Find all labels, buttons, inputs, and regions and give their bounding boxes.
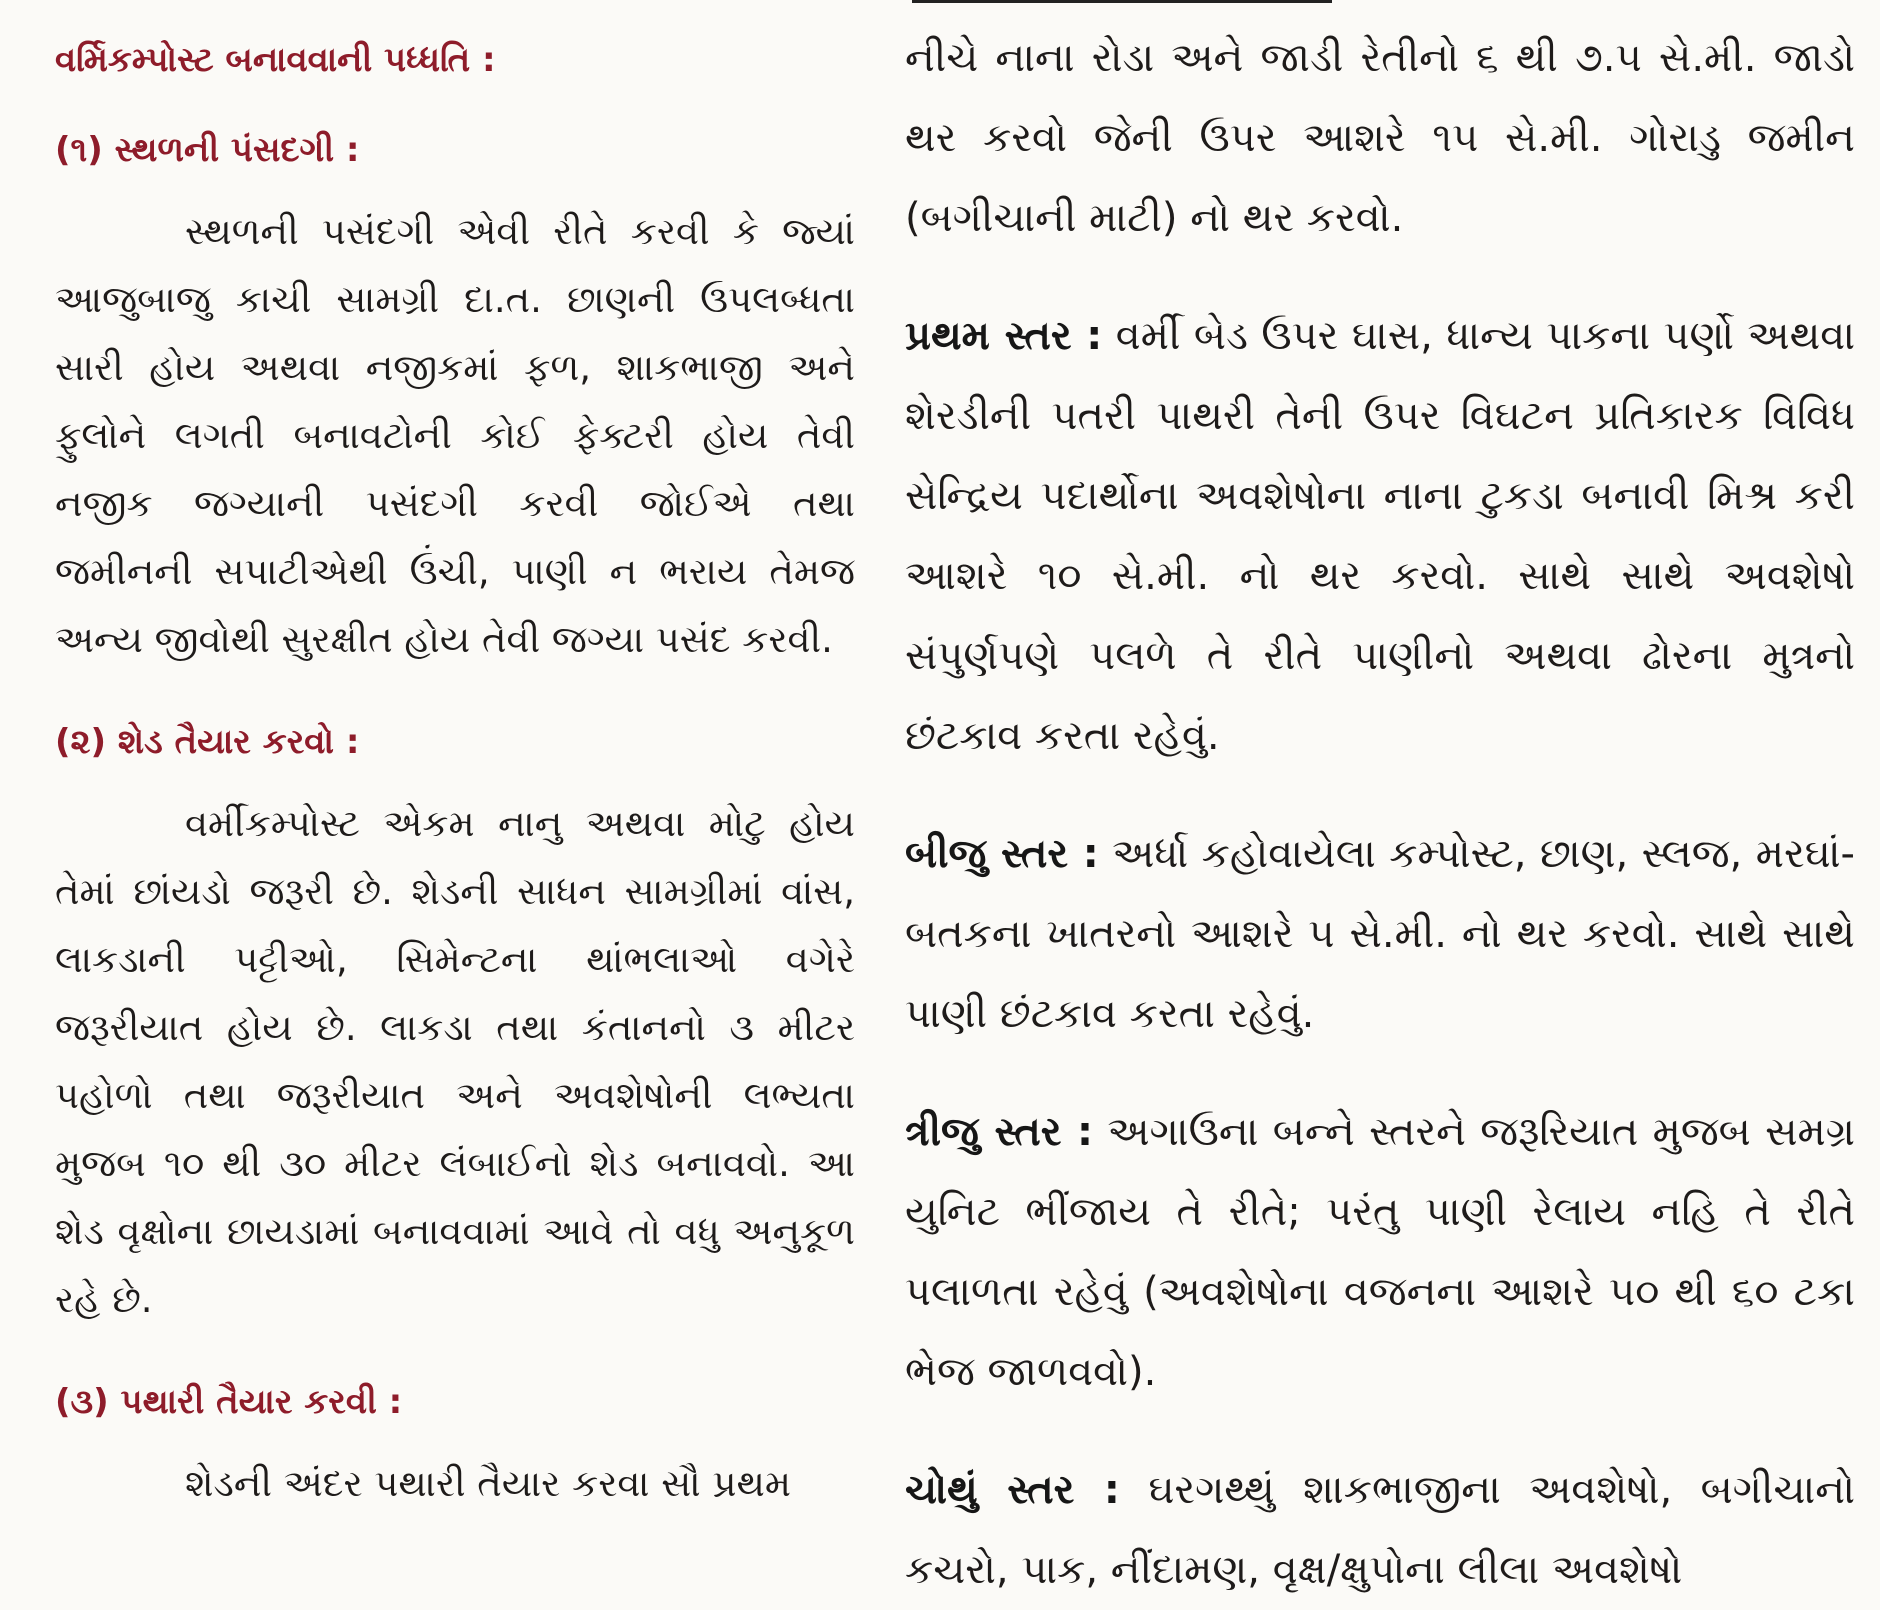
right-column xyxy=(905,0,1855,1610)
layer-text-2: અર્ધા કહોવાયેલા કમ્પોસ્ટ, છાણ, સ્લજ, મરઘાં-બતકના ખાતરનો આશરે ૫ સે.મી. નો થર કરવો. સાથે સાથે પાણી છંટકાવ કરતા રહેવું. xyxy=(905,831,1855,1037)
section-heading-bed: (૩) પથારી તૈયાર કરવી : xyxy=(55,1382,403,1422)
section-heading-shed: (૨) શેડ તૈયાર કરવો : xyxy=(55,722,360,762)
layer-paragraph-4 xyxy=(905,1450,1855,1610)
page-title: વર્મિકમ્પોસ્ટ બનાવવાની પધ્ધતિ : xyxy=(55,40,496,80)
layer-paragraph-2 xyxy=(905,814,1855,1054)
layer-text-4: ઘરગથ્થું શાકભાજીના અવશેષો, બગીચાનો કચરો, પાક, નીંદામણ, વૃક્ષ/ક્ષુપોના લીલા અવશેષો xyxy=(905,1467,1855,1593)
layer-paragraph-1 xyxy=(905,296,1855,776)
layer-text-1: વર્મી બેડ ઉપર ઘાસ, ધાન્ય પાકના પર્ણો અથવા શેરડીની પતરી પાથરી તેની ઉપર વિઘટન પ્રતિકારક વિવિધ સેન્દ્રિય પદાર્થોના અવશેષોના નાના ટુકડા બનાવી મિશ્ર કરી આશરે ૧૦ સે.મી. નો થર કરવો. સાથે સાથે અવશેષો સંપુર્ણપણે પલળે તે રીતે પાણીનો અથવા ઢોરના મુત્રનો છંટકાવ કરતા રહેવું. xyxy=(905,313,1856,759)
intro-paragraph: નીચે નાના રોડા અને જાડી રેતીનો ૬ થી ૭.૫ સે.મી. જાડો થર કરવો જેની ઉપર આશરે ૧૫ સે.મી. ગોરાડુ જમીન (બગીચાની માટી) નો થર કરવો. xyxy=(905,35,1855,241)
layer-label-2: બીજુ સ્તર : xyxy=(905,831,1099,877)
layer-label-3: ત્રીજુ સ્તર : xyxy=(905,1109,1094,1155)
left-column xyxy=(55,0,855,1518)
layer-label-1: પ્રથમ સ્તર : xyxy=(905,313,1103,359)
section-text-site-selection: સ્થળની પસંદગી એવી રીતે કરવી કે જ્યાં આજુબાજુ કાચી સામગ્રી દા.ત. છાણની ઉપલબ્ધતા સારી હોય અથવા નજીકમાં ફળ, શાકભાજી અને ફુલોને લગતી બનાવટોની કોઈ ફેક્ટરી હોય તેવી નજીક જગ્યાની પસંદગી કરવી જોઈએ તથા જમીનની સપાટીએથી ઉંચી, પાણી ન ભરાય તેમજ અન્ય જીવોથી સુરક્ષીત હોય તેવી જગ્યા પસંદ કરવી. xyxy=(55,210,855,661)
layer-paragraph-3 xyxy=(905,1092,1855,1412)
layer-label-4: ચોથું સ્તર : xyxy=(905,1467,1120,1513)
section-heading-site-selection: (૧) સ્થળની પંસદગી : xyxy=(55,130,360,170)
section-text-shed: વર્મીકમ્પોસ્ટ એકમ નાનુ અથવા મોટુ હોય તેમાં છાંયડો જરૂરી છે. શેડની સાધન સામગ્રીમાં વાંસ, લાકડાની પટ્ટીઓ, સિમેન્ટના થાંભલાઓ વગેરે જરૂરીયાત હોય છે. લાકડા તથા કંતાનનો ૩ મીટર પહોળો તથા જરૂરીયાત અને અવશેષોની લભ્યતા મુજબ ૧૦ થી ૩૦ મીટર લંબાઈનો શેડ બનાવવો. આ શેડ વૃક્ષોના છાયડામાં બનાવવામાં આવે તો વધુ અનુકૂળ રહે છે. xyxy=(55,802,855,1321)
layer-text-3: અગાઉના બન્ને સ્તરને જરૂરિયાત મુજબ સમગ્ર યુનિટ ભીંજાય તે રીતે; પરંતુ પાણી રેલાય નહિ તે રીતે પલાળતા રહેવું (અવશેષોના વજનના આશરે ૫૦ થી ૬૦ ટકા ભેજ જાળવવો). xyxy=(905,1109,1855,1395)
section-text-bed: શેડની અંદર પથારી તૈયાર કરવા સૌ પ્રથમ xyxy=(185,1462,791,1505)
